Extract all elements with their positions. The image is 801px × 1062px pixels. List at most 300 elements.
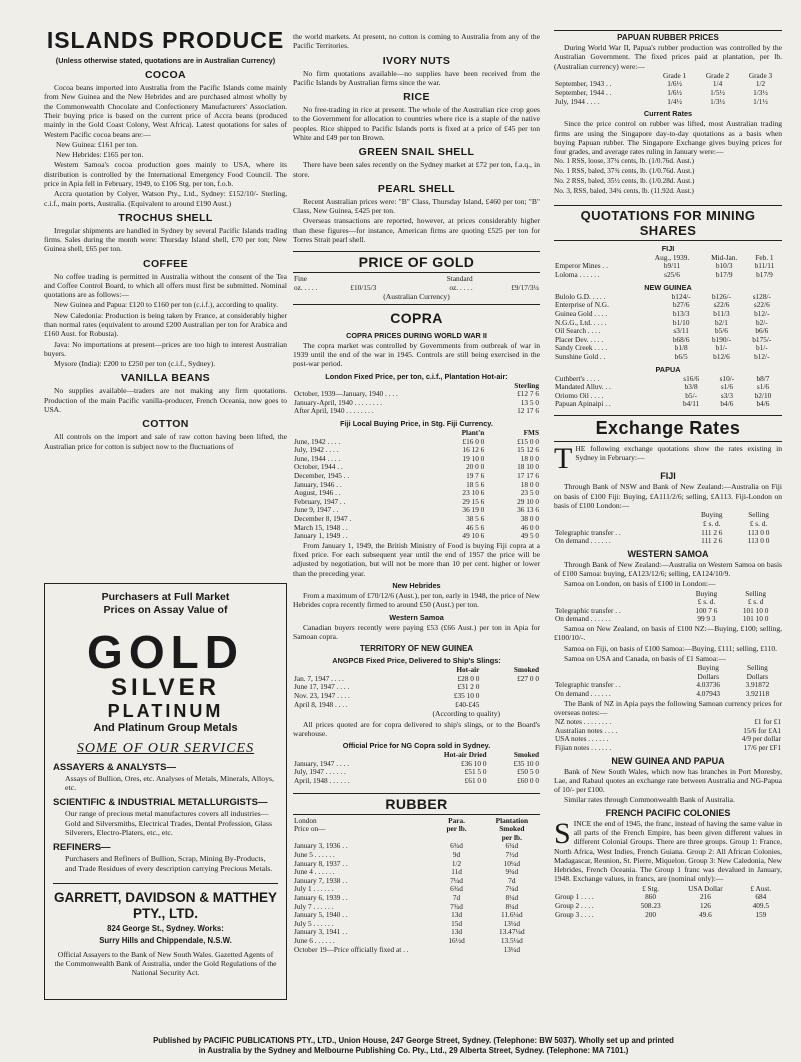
fiji-copra-table <box>293 429 540 541</box>
angpcb-text: All prices quoted are for copra delivered to ship's slings, or to the Board's warehouse. <box>293 719 540 738</box>
table-cell: b1/- <box>715 343 728 353</box>
table-cell: b27/6 <box>672 300 690 310</box>
list-item: No. 2 RSS, baled, 35½ cents, lb. (1/0.28d. Aust.) <box>554 177 695 186</box>
table-cell: 113 0 0 <box>747 527 770 537</box>
table-row <box>554 400 782 409</box>
table-cell: 10¼d <box>503 858 521 868</box>
cocoa-text: Accra quotation by Colyer, Watson Pty., Ltd., Sydney: £152/10/- Sterling, c.i.f., main ports, Australia. (Equivalent to around £190 Aust.) <box>44 189 287 208</box>
ad-service-heading: REFINERS— <box>53 842 111 854</box>
table-cell: 15 12 6 <box>517 445 539 455</box>
mining-heading: QUOTATIONS FOR MINING <box>580 207 756 223</box>
table-cell: Fijian notes . . . . . . <box>555 743 612 752</box>
rice-text: No free-trading in rice at present. The whole of the Australian rice crop goes to the Government for allocation to countries where rice is a staple of the native peoples. Rice shipped to Pacific Islands ports is fixed at a price of £45 per ton White and £49 per ton Brown. <box>293 105 540 142</box>
official-price-heading: Official Price for NG Copra sold in Sydney. <box>342 741 491 751</box>
table-cell: b5/- <box>685 390 698 400</box>
table-cell: 684 <box>755 892 767 902</box>
table-cell: 36 13 6 <box>517 505 539 515</box>
ad-address: 824 George St., Sydney. Works: <box>107 924 224 934</box>
column-header: Grade 2 <box>705 70 730 80</box>
table-cell: 29 10 0 <box>517 496 539 506</box>
green-snail-heading: GREEN SNAIL SHELL <box>358 146 475 159</box>
gold-advertisement <box>44 583 287 1000</box>
column-middle <box>293 0 540 1012</box>
table-cell: b124/- <box>671 291 691 301</box>
table-cell: Telegraphic transfer . . <box>555 605 621 615</box>
table-row <box>293 777 540 786</box>
table-cell: October 19—Price officially fixed at . . <box>294 944 409 954</box>
table-cell: 18 5 6 <box>466 479 485 489</box>
table-cell: December 8, 1947 . <box>294 514 352 524</box>
table-cell: December, 1945 . . <box>294 471 350 481</box>
samoa-exchange-text: Samoa on New Zealand, on basis of £100 NZ:—Buying, £100; selling, £100/10/-. <box>554 624 782 643</box>
table-cell: 15/6 for £A1 <box>743 725 781 735</box>
angpcb-table <box>293 666 540 709</box>
table-cell: 16½d <box>448 936 465 946</box>
fiji-exchange-table <box>554 511 782 545</box>
table-cell: b12/6 <box>713 351 730 361</box>
vanilla-text: No supplies available—traders are not making any firm quotations. Production of the main Pacific vanilla-producer, French Oceania, now goes to USA. <box>44 386 287 415</box>
table-cell: Sandy Creek . . . . <box>555 343 608 353</box>
samoa-exchange-heading: WESTERN SAMOA <box>627 548 709 559</box>
column-header: Price on— <box>294 824 326 834</box>
column-header: USA Dollar <box>688 883 723 893</box>
table-cell: 111 2 6 <box>701 536 723 546</box>
table-cell: s3/3 <box>720 390 733 400</box>
table-cell: USA notes . . . . . . <box>555 734 609 744</box>
currency-note: (Unless otherwise stated, quotations are in Australian Currency) <box>55 56 276 66</box>
table-cell: £36 10 0 <box>460 758 487 768</box>
table-cell: Enterprise of N.G. <box>555 300 609 310</box>
trochus-text: Irregular shipments are handled in Sydney by several Pacific Islands trading firms. Sales during the month were: Thursday Island shell, £70 per ton; New Guinea shell, £65 per ton. <box>44 225 287 254</box>
french-colonies-text <box>554 816 782 884</box>
column-header: Buying <box>701 510 723 520</box>
ad-silver: SILVER <box>111 674 220 702</box>
current-rates-text: Since the price control on rubber was lifted, most Australian trading firms are using the Singapore day-to-day quotations as a basis when buying Papuan rubber. The Singapore Exchange gives buying prices for four grades, and average rates ruling in January were:— <box>554 119 782 157</box>
table-cell: 1/3½ <box>753 88 768 98</box>
column-header: Para. <box>448 815 465 825</box>
table-cell: Bulolo G.D. . . . . <box>555 291 606 301</box>
column-header: Hot-air Dried <box>443 750 487 760</box>
table-cell: Telegraphic transfer . . <box>555 680 621 690</box>
table-cell: 15d <box>451 918 463 928</box>
table-row <box>554 615 782 624</box>
angpcb-heading: ANGPCB Fixed Price, Delivered to Ship's Slings: <box>332 656 501 666</box>
column-header: Selling <box>747 663 768 673</box>
new-guinea-shares-heading: NEW GUINEA <box>644 282 692 292</box>
pearl-text: Overseas transactions are reported, however, at prices considerably higher than these figures—for instance, American firms are quoting £525 per ton for Torres Strait pearl shell. <box>293 216 540 244</box>
table-cell: Guinea Gold . . . . <box>555 308 608 318</box>
table-cell: 1/6½ <box>667 79 683 89</box>
table-cell: 111 2 6 <box>701 527 723 537</box>
coffee-text: New Guinea and Papua: £120 to £160 per ton (c.i.f.), according to quality. <box>54 300 278 310</box>
table-cell: 159 <box>755 909 767 919</box>
column-header: Grade 1 <box>662 70 687 80</box>
table-cell: 101 10 0 <box>742 614 769 624</box>
cocoa-heading: COCOA <box>144 69 187 82</box>
ad-service-text: Our range of precious metal manufactures covers all industries—Gold and Silversmiths, Electrical Trades, Dental Profession, Glass Silverers, Electro-Platers, etc., etc. <box>65 809 273 838</box>
papua-shares-heading: PAPUA <box>655 364 681 374</box>
table-cell: January, 1946 . . <box>294 479 342 489</box>
fiji-copra-text: From January 1, 1949, the British Ministry of Food is buying Fiji copra at a fixed price. For each subsequent year until the end of 1957 the price will be adjusted by negotiation, but will not be more than 10 per cent. higher or lower than the preceding year. <box>293 540 540 578</box>
table-cell: b190/- <box>711 334 732 344</box>
table-cell: 1/2 <box>755 79 766 89</box>
ad-firm-name: GARRETT, DAVIDSON & MATTHEY PTY., LTD. <box>53 883 278 922</box>
samoa-exchange-text: Samoa on Fiji, on basis of £100 Samoa:—Buying, £111; selling, £110. <box>564 643 777 653</box>
table-row <box>293 407 540 416</box>
rss-list <box>554 157 782 195</box>
table-cell: Jan. 7, 1947 . . . . <box>294 673 344 683</box>
mining-fiji-table <box>554 254 782 280</box>
table-cell: 7d <box>508 875 516 885</box>
table-cell: June, 1944 . . . . <box>294 453 341 463</box>
rice-heading: RICE <box>403 91 430 104</box>
western-samoa-heading: Western Samoa <box>389 612 444 622</box>
table-cell: b11/11 <box>754 261 775 271</box>
drop-cap: T <box>554 441 573 475</box>
column-header: Smoked <box>513 750 539 760</box>
new-guinea-heading: TERRITORY OF NEW GUINEA <box>359 644 474 654</box>
list-item: No. 3, RSS, baled, 34¾ cents, lb. (11.92d. Aust.) <box>554 186 694 195</box>
table-cell: b11/3 <box>713 308 730 318</box>
table-cell <box>480 692 540 701</box>
ad-line: Purchasers at Full Market <box>101 591 230 603</box>
table-cell: March 15, 1948 . . <box>294 522 348 532</box>
table-cell: 38 0 0 <box>520 514 539 524</box>
table-cell: January, 1947 . . . . <box>294 758 350 768</box>
footer-line: Published by PACIFIC PUBLICATIONS PTY., LTD., Union House, 247 George Street, Sydney. (Telephone: BW 5037). Wholly set up and printed <box>153 1036 674 1045</box>
table-cell: January 3, 1941 . . <box>294 927 348 937</box>
table-cell: 7¼d <box>450 875 463 885</box>
coffee-text: No coffee trading is permitted in Australia without the consent of the Tea and Coffee Control Board, to which all offers must first be submitted. Nominal quotations are as follows:— <box>44 271 287 300</box>
ad-service-heading: ASSAYERS & ANALYSTS— <box>53 761 177 773</box>
table-cell: 1/6½ <box>667 88 683 98</box>
green-snail-text: There have been sales recently on the Sydney market at £72 per ton, f.a.q., in store. <box>293 160 540 179</box>
column-header: Plantation <box>495 815 529 825</box>
table-cell: June 6 . . . . . . <box>294 936 335 946</box>
table-cell: b126/- <box>711 291 732 301</box>
table-cell: £10/15/3 <box>350 282 377 292</box>
table-cell: b17/9 <box>715 270 733 280</box>
column-header: £ Aust. <box>750 883 772 893</box>
table-cell: 13.47¼d <box>499 927 525 937</box>
vanilla-heading: VANILLA BEANS <box>120 372 211 385</box>
table-cell: b3/8 <box>684 382 698 392</box>
table-cell: Nov. 23, 1947 . . . . <box>294 691 350 700</box>
exchange-heading: Exchange Rates <box>595 417 741 438</box>
table-cell: June 9, 1947 . . <box>294 505 339 515</box>
coffee-heading: COFFEE <box>143 257 188 270</box>
notes-table <box>554 718 782 752</box>
gold-price-box <box>293 251 540 273</box>
new-hebrides-heading: New Hebrides <box>392 581 441 591</box>
coffee-text: Java: No importations at present—prices are too high to interest Australian buyers. <box>44 339 287 358</box>
fiji-local-heading: Fiji Local Buying Price, in Stg. Fiji Currency. <box>340 419 493 428</box>
copra-box <box>293 308 540 328</box>
column-header: Buying <box>697 663 719 673</box>
fiji-exchange-text: Through Bank of NSW and Bank of New Zealand:—Australia on Fiji on basis of £100 Fiji: Buying, £A111/2/6; selling, £A113. Fiji-London on basis of £100 London:— <box>554 482 782 511</box>
table-cell: b8/7 <box>756 373 770 383</box>
table-cell: b6/6 <box>755 326 769 336</box>
ad-platinum: PLATINUM <box>107 700 224 721</box>
table-cell: Loloma . . . . . . <box>555 270 600 280</box>
table-cell: Group 3 . . . . <box>555 909 594 919</box>
table-cell: July, 1942 . . . . <box>294 445 339 455</box>
table-cell: 17 17 6 <box>517 471 539 481</box>
table-cell: 6¾d <box>505 841 519 851</box>
table-cell: 7¼d <box>505 884 519 894</box>
column-header: FMS <box>523 428 539 437</box>
table-cell: £35 10 0 <box>453 691 480 700</box>
table-cell: s10/- <box>719 373 735 383</box>
exchange-box <box>554 415 782 442</box>
table-cell: 11.6¼d <box>501 910 523 920</box>
table-cell: 13d <box>451 927 463 937</box>
rubber-heading: RUBBER <box>385 795 448 812</box>
table-cell: February, 1947 . . <box>294 496 346 506</box>
table-cell: b1/10 <box>672 317 690 327</box>
table-cell: s25/6 <box>664 270 680 280</box>
ad-metals: And Platinum Group Metals <box>93 722 238 735</box>
table-cell: 7½d <box>505 849 519 859</box>
ad-services-heading: SOME OF OUR SERVICES <box>76 740 255 756</box>
gold-price-heading: PRICE OF GOLD <box>358 254 475 271</box>
table-row <box>554 271 782 280</box>
table-cell: 13.5¼d <box>500 936 523 946</box>
table-cell: Sunshine Gold . . <box>555 351 606 361</box>
table-cell: 23 10 6 <box>462 488 485 498</box>
table-cell: £1 for £1 <box>754 717 781 727</box>
exchange-intro-text: HE following exchange quotations show the rates existing in Sydney in February:— <box>575 443 782 463</box>
table-cell: January 1, 1949 . . <box>294 531 348 541</box>
london-heading: London Fixed Price, per ton, c.i.f., Plantation Hot-air: <box>325 371 508 381</box>
table-cell <box>480 683 540 692</box>
table-cell <box>480 701 540 710</box>
quality-note: (According to quality) <box>432 709 500 719</box>
table-cell: September, 1943 . . <box>555 79 612 89</box>
table-cell: July 1 . . . . . . <box>294 884 334 894</box>
table-cell: 1/2 <box>451 858 462 868</box>
copra-heading: COPRA <box>390 309 443 326</box>
table-cell: July 7 . . . . . . <box>294 901 334 911</box>
column-header: Sterling <box>514 380 539 390</box>
french-colonies-heading: FRENCH PACIFIC COLONIES <box>605 807 731 818</box>
table-cell: £60 0 0 <box>517 775 539 785</box>
table-cell: 1/4 <box>712 79 723 89</box>
table-cell: s22/6 <box>753 300 770 310</box>
table-cell: £51 5 0 <box>464 767 487 777</box>
table-cell: Oriomo Oil . . . . <box>555 390 604 400</box>
table-cell: 508.23 <box>640 900 661 910</box>
column-header: per lb. <box>501 832 522 842</box>
list-item: No. 1 RSS, loose, 37¾ cents, lb. (1/0.76d. Aust.) <box>554 157 694 166</box>
table-cell: August, 1946 . . <box>294 488 341 498</box>
table-cell: £35 10 0 <box>513 758 539 768</box>
table-cell: b4/11 <box>682 399 700 409</box>
ad-address: Surry Hills and Chippendale, N.S.W. <box>99 936 232 946</box>
table-row <box>554 690 782 699</box>
table-cell: Cuthbert's . . . . <box>555 373 600 383</box>
papuan-rubber-table <box>554 72 782 106</box>
table-cell: Oil Search . . . . <box>555 326 601 336</box>
table-cell: b6/5 <box>674 351 688 361</box>
column-header: London <box>294 815 317 825</box>
pearl-text: Recent Australian prices were: "B" Class, Thursday Island, £460 per ton; "B" Class, New Guinea, £425 per ton. <box>293 196 540 216</box>
column-header: Aug., 1939. <box>654 252 690 262</box>
table-cell: 18 0 0 <box>520 453 539 463</box>
table-cell: April, 1948 . . . . . . <box>294 775 350 785</box>
table-cell: 18 10 0 <box>517 462 539 472</box>
table-cell: 12 17 6 <box>517 406 539 416</box>
gold-price-table <box>293 275 540 292</box>
cocoa-price: New Hebrides: £165 per ton. <box>56 150 144 160</box>
table-cell: October, 1944 . . <box>294 462 343 472</box>
table-cell: After April, 1940 . . . . . . . . <box>294 406 374 416</box>
table-cell: b17/9 <box>756 270 773 280</box>
table-cell: Standard <box>446 274 473 284</box>
table-cell: 8¼d <box>505 901 519 911</box>
column-header: Feb. 1 <box>755 252 774 262</box>
table-cell: Placer Dev. . . . . <box>555 334 604 344</box>
column-header: £ s. d <box>747 597 764 607</box>
table-cell: b1/8 <box>674 343 688 353</box>
table-cell: June 5 . . . . . . <box>294 849 335 859</box>
rubber-table <box>293 817 540 955</box>
coffee-text: Mysore (India): £200 to £250 per ton (c.i.f., Sydney). <box>54 359 216 369</box>
page-title: ISLANDS PRODUCE <box>46 27 285 53</box>
mining-heading: SHARES <box>639 222 697 238</box>
table-cell: 9d <box>452 849 461 859</box>
table-cell: 20 0 0 <box>466 462 485 472</box>
table-cell: 18 0 0 <box>520 479 539 489</box>
table-cell: £27 0 0 <box>517 673 539 683</box>
table-cell: January 8, 1937 . . <box>294 858 348 868</box>
table-cell: £9/17/3¼ <box>511 282 539 292</box>
table-cell: 4.03736 <box>696 680 721 690</box>
current-rates-heading: Current Rates <box>643 109 693 119</box>
table-row <box>554 537 782 546</box>
drop-cap: S <box>554 816 571 850</box>
samoa-london-table <box>554 590 782 624</box>
column-header: Grade 3 <box>748 70 773 80</box>
table-cell: Group 1 . . . . <box>555 892 594 902</box>
table-cell: £12 7 6 <box>517 389 539 399</box>
samoa-exchange-text: Samoa on USA and Canada, on basis of £1 Samoa:— <box>564 653 726 663</box>
table-cell: July 5 . . . . . . <box>294 918 334 928</box>
table-cell: oz. . . . . <box>294 282 318 292</box>
table-cell: 7d <box>452 892 461 902</box>
table-cell: 49 5 0 <box>520 531 539 541</box>
table-cell: 4/9 per dollar <box>741 734 781 744</box>
pearl-heading: PEARL SHELL <box>377 182 456 195</box>
table-cell: b5/6 <box>714 326 728 336</box>
cotton-heading: COTTON <box>142 418 189 431</box>
table-cell: 3.92118 <box>745 689 770 698</box>
column-header: per lb. <box>446 824 467 834</box>
table-cell: 13¼d <box>503 944 521 954</box>
ad-gold: GOLD <box>87 626 244 679</box>
column-header: Mid-Jan. <box>711 252 738 262</box>
western-samoa-text: Canadian buyers recently were paying £53 (£66 Aust.) per ton in Apia for Samoan copra. <box>293 622 540 641</box>
table-cell: 1/1½ <box>753 96 768 106</box>
ng-papua-text: Bank of New South Wales, which now has branches in Port Moresby, Lae, and Rabaul quotes an exchange rate between Australia and NG-Papua of 10/- per £100. <box>554 766 782 795</box>
cotton-continued: the world markets. At present, no cotton is coming to Australia from any of the Pacific Territories. <box>293 32 540 51</box>
column-header: Smoked <box>499 824 525 834</box>
table-cell: 13 5 0 <box>520 397 539 407</box>
table-cell: b10/3 <box>715 261 733 271</box>
table-cell: 126 <box>699 900 711 910</box>
table-cell: 860 <box>645 892 657 902</box>
table-cell: £61 0 0 <box>464 775 487 785</box>
mining-box <box>554 205 782 241</box>
column-header: Buying <box>695 588 718 598</box>
table-cell: b4/6 <box>720 399 734 409</box>
table-cell: b175/- <box>752 334 772 344</box>
column-right <box>554 0 782 1012</box>
table-cell: 29 15 6 <box>462 496 485 506</box>
column-header: £ Stg. <box>642 883 660 893</box>
papuan-rubber-heading: PAPUAN RUBBER PRICES <box>554 30 782 42</box>
table-cell: s128/- <box>752 291 771 301</box>
table-cell: 216 <box>699 892 711 902</box>
samoa-usa-table <box>554 664 782 698</box>
table-cell: b1/- <box>755 343 768 353</box>
table-cell: £31 2 0 <box>457 682 480 692</box>
table-row <box>554 353 782 362</box>
table-cell: s22/6 <box>713 300 730 310</box>
cocoa-price: New Guinea: £161 per ton. <box>56 139 138 149</box>
table-cell: October, 1939—January, 1940 . . . . <box>294 389 398 399</box>
column-header: £ s. d. <box>697 597 716 607</box>
ng-papua-heading: NEW GUINEA AND PAPUA <box>611 755 725 766</box>
table-cell: On demand . . . . . . <box>555 689 611 698</box>
table-cell: Papuan Apinaipi . . <box>555 399 611 409</box>
fiji-shares-heading: FIJI <box>661 243 675 253</box>
table-row <box>554 98 782 107</box>
table-cell: 11d <box>451 867 462 877</box>
table-cell: 200 <box>645 909 657 919</box>
samoa-exchange-text: Through Bank of New Zealand:—Australia on Western Samoa on basis of £100 Samoa: buying, £A123/12/6; selling, £A124/10/9. <box>554 559 782 579</box>
samoa-exchange-text: Samoa on London, on basis of £100 in London:— <box>564 579 716 589</box>
bank-nz-text: The Bank of NZ in Apia pays the following Samoan currency prices for overseas notes:— <box>554 698 782 717</box>
table-cell: 100 7 6 <box>695 605 718 615</box>
table-cell: b9/11 <box>663 261 681 271</box>
copra-subheading: COPRA PRICES DURING WORLD WAR II <box>346 330 487 340</box>
table-cell: 9¾d <box>505 867 519 877</box>
table-cell: June 17, 1947 . . . . <box>294 682 350 692</box>
new-hebrides-text: From a maximum of £70/12/6 (Aust.), per ton, early in 1948, the price of New Hebrides copra recently firmed to around £50 (Aust.) per ton. <box>293 591 540 610</box>
table-cell: b68/6 <box>672 334 690 344</box>
table-cell: September, 1944 . . <box>555 88 612 98</box>
table-cell: 38 5 6 <box>466 514 485 524</box>
table-cell: January-April, 1940 . . . . . . . . <box>294 397 382 407</box>
table-cell: 13¼d <box>503 918 521 928</box>
ad-service-text: Purchasers and Refiners of Bullion, Scrap, Mining By-Products, and Trade Residues of every description carrying Precious Metals. <box>65 854 273 873</box>
mining-papua-table <box>554 375 782 409</box>
table-cell: 409.5 <box>752 900 770 910</box>
table-cell: £50 5 0 <box>517 767 539 777</box>
table-cell: Mandated Alluv. . . <box>555 382 611 392</box>
table-cell: 3.91872 <box>745 680 770 690</box>
table-cell: b2/- <box>755 317 768 327</box>
table-cell: July, 1944 . . . . <box>555 96 600 106</box>
table-cell: 13d <box>451 910 463 920</box>
table-cell: 36 19 0 <box>462 505 485 515</box>
table-cell: s3/11 <box>673 326 689 336</box>
table-cell: June 4 . . . . . . <box>294 867 335 877</box>
table-cell: 19 10 0 <box>462 453 485 463</box>
table-cell: b2/10 <box>754 390 772 400</box>
ad-service-text: Assays of Bullion, Ores, etc. Analyses of Metals, Minerals, Alloys, etc. <box>65 773 274 793</box>
